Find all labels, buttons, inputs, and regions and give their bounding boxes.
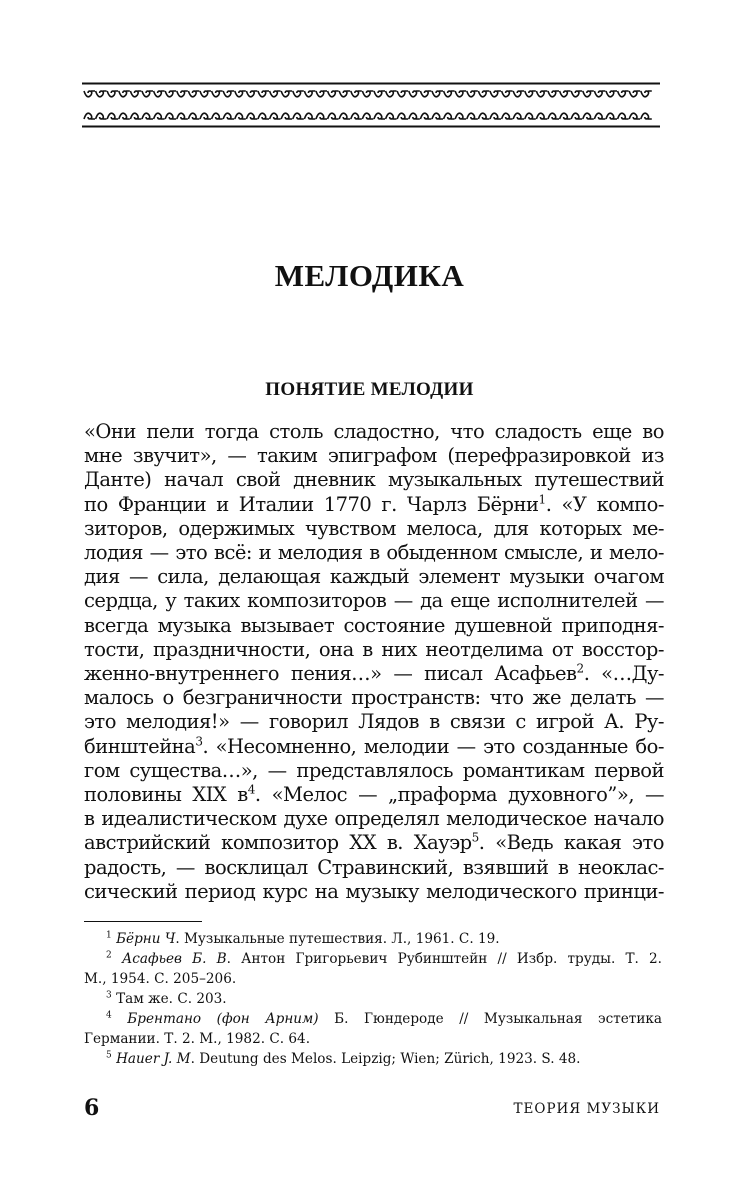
footnote-author: Асафьев Б. В (121, 951, 227, 967)
footnote-ref[interactable]: 1 (538, 492, 546, 507)
footnote-text: Б. Гюндероде // Музыкальная эстетика (318, 1011, 662, 1027)
body-line (84, 444, 664, 468)
ornament-scroll (188, 91, 199, 97)
ornament-scroll (606, 113, 617, 119)
ornament-scroll (119, 91, 130, 97)
ornament-scroll (223, 91, 234, 97)
body-line (84, 759, 664, 783)
ornament-scroll (502, 113, 513, 119)
body-text-span: дия — сила, делающая каждый элемент музыки очагом (84, 565, 664, 589)
ornament-scroll (96, 91, 107, 97)
body-text-span: бинштейна (84, 734, 196, 758)
footnote (84, 1049, 662, 1069)
body-text-span: . «Мелос — „праформа духовного”», — (254, 783, 665, 807)
ornament-scroll (513, 91, 524, 97)
ornament-scroll (316, 113, 327, 119)
ornament-scroll (84, 113, 95, 119)
ornament-scroll (177, 91, 188, 97)
body-text-span: сический период курс на музыку мелодического принци- (84, 879, 664, 903)
ornament-scroll (467, 91, 478, 97)
ornament-scroll (513, 113, 524, 119)
body-text-span: . «У компо- (545, 492, 664, 516)
body-line (84, 638, 664, 662)
ornament-scroll (293, 91, 304, 97)
body-line (84, 710, 664, 734)
ornament-scroll (328, 113, 339, 119)
footnote-number: 1 (106, 930, 112, 941)
footnote-text: Германии. Т. 2. М., 1982. С. 64. (84, 1031, 311, 1047)
body-text-span: сердца, у таких композиторов — да еще исполнителей — (84, 589, 664, 613)
ornament-scroll (444, 91, 455, 97)
footnote-line (84, 1029, 662, 1049)
body-text-span: половины XIX в (84, 783, 248, 807)
footnote-text: . Антон Григорьевич Рубинштейн // Избр. труды. Т. 2. (226, 951, 663, 967)
ornament-scroll (96, 113, 107, 119)
ornament-scroll (304, 113, 315, 119)
body-line (84, 807, 664, 831)
ornament-scroll (571, 113, 582, 119)
footnote-ref[interactable]: 3 (195, 734, 203, 749)
ornament-scroll (397, 113, 408, 119)
ornament-scroll (316, 91, 327, 97)
ornament-scroll (351, 113, 362, 119)
ornament-scroll (641, 113, 652, 119)
ornament-scroll (130, 113, 141, 119)
body-line (84, 856, 664, 880)
body-line (84, 468, 664, 492)
ornament-scroll (246, 91, 257, 97)
body-text-span: Данте) начал свой дневник музыкальных путешествий (84, 468, 664, 492)
footnote-number: 3 (106, 990, 112, 1001)
body-line (84, 614, 664, 638)
footnote-ref[interactable]: 2 (576, 661, 584, 676)
footnote (84, 929, 662, 949)
ornament-scroll (444, 113, 455, 119)
ornament-scroll (397, 91, 408, 97)
body-text-span: . «Ведь какая это (478, 831, 664, 855)
footnote-line (84, 989, 662, 1009)
ornament-scroll (432, 113, 443, 119)
ornament-scroll (641, 91, 652, 97)
footnote (84, 1009, 662, 1049)
ornament-scroll (107, 113, 118, 119)
ornament-scroll (223, 113, 234, 119)
footnote-author: Hauer J. M (116, 1051, 191, 1067)
ornament-scroll (455, 91, 466, 97)
ornament-scroll (420, 91, 431, 97)
footnote-divider (84, 921, 202, 922)
ornament-scroll (432, 91, 443, 97)
greek-wave-border-icon (82, 82, 660, 128)
body-text-span: по Франции и Италии 1770 г. Чарлз Бёрни (84, 492, 539, 516)
ornament-scroll (386, 91, 397, 97)
body-text-span: гом существа…», — представлялось романтикам первой (84, 758, 664, 782)
footnote-number: 5 (106, 1050, 112, 1061)
ornament-scroll (583, 91, 594, 97)
ornament-scroll (536, 113, 547, 119)
ornament-scroll (200, 113, 211, 119)
ornament-scroll (629, 91, 640, 97)
body-text-span: зиторов, одержимых чувством мелоса, для которых ме- (84, 516, 664, 540)
ornament-scroll (560, 91, 571, 97)
body-text-span: . «Несомненно, мелодии — это созданные бо- (202, 734, 664, 758)
ornament-scroll (478, 91, 489, 97)
ornament-scroll (130, 91, 141, 97)
body-text (84, 420, 664, 904)
ornament-scroll (525, 91, 536, 97)
ornament-scroll (188, 113, 199, 119)
ornament-scroll (374, 113, 385, 119)
ornament-scroll (618, 113, 629, 119)
footnote-line (84, 969, 662, 989)
ornament-scroll (142, 91, 153, 97)
body-text-span: это мелодия!» — говорил Лядов в связи с игрой А. Ру- (84, 710, 664, 734)
ornament-scroll (212, 113, 223, 119)
running-head: ТЕОРИЯ МУЗЫКИ (513, 1101, 660, 1117)
footnote-author: Бёрни Ч (116, 931, 176, 947)
body-line (84, 420, 664, 444)
body-line (84, 686, 664, 710)
ornament-scroll (235, 113, 246, 119)
body-line (84, 783, 664, 807)
ornament-scroll (583, 113, 594, 119)
footnote-text: М., 1954. С. 205–206. (84, 971, 237, 987)
body-text-span: в идеалистическом духе определял мелодическое начало (84, 807, 664, 831)
ornament-scroll (246, 113, 257, 119)
footnote-number: 4 (106, 1010, 112, 1021)
ornament-scroll (548, 113, 559, 119)
body-text-span: малось о безграничности пространств: что же делать — (84, 686, 664, 710)
ornament-scroll (142, 113, 153, 119)
body-line (84, 831, 664, 855)
body-line (84, 735, 664, 759)
body-text-span: лодия — это всё: и мелодия в обыденном смысле, и мело- (84, 541, 664, 565)
body-line (84, 589, 664, 613)
body-text-span: женно-внутреннего пения…» — писал Асафьев (84, 662, 577, 686)
body-line (84, 565, 664, 589)
ornament-scroll (339, 91, 350, 97)
footnote-line (84, 949, 662, 969)
ornament-scroll (594, 91, 605, 97)
body-line (84, 493, 664, 517)
ornament-scroll (594, 113, 605, 119)
body-text-span: тости, праздничности, она в них неотделима от восстор- (84, 637, 664, 661)
body-line (84, 517, 664, 541)
body-text-span: мне звучит», — таким эпиграфом (перефразировкой из (84, 444, 664, 468)
body-text-span: «Они пели тогда столь сладостно, что сладость еще во (84, 420, 664, 443)
body-text-span: австрийский композитор XX в. Хауэр (84, 831, 472, 855)
ornament-scroll (502, 91, 513, 97)
ornament-scroll (293, 113, 304, 119)
ornament-scroll (339, 113, 350, 119)
ornament-scroll (374, 91, 385, 97)
body-line (84, 662, 664, 686)
ornament-scroll (165, 113, 176, 119)
ornament-scroll (606, 91, 617, 97)
ornament-scroll (328, 91, 339, 97)
ornament-scroll (258, 113, 269, 119)
body-line (84, 880, 664, 904)
ornament-scroll (200, 91, 211, 97)
ornament-scroll (281, 91, 292, 97)
ornament-scroll (212, 91, 223, 97)
footnote (84, 989, 662, 1009)
ornament-scroll (618, 91, 629, 97)
ornament-scroll (235, 91, 246, 97)
ornament-scroll (548, 91, 559, 97)
footnote-text: . Музыкальные путешествия. Л., 1961. С. 19. (175, 931, 500, 947)
chapter-title: МЕЛОДИКА (274, 258, 465, 293)
footnote-line (84, 929, 662, 949)
body-line (84, 541, 664, 565)
footnote-ref[interactable]: 5 (471, 830, 479, 845)
ornament-scroll (455, 113, 466, 119)
ornament-scroll (490, 91, 501, 97)
footnote (84, 949, 662, 989)
ornament-scroll (281, 113, 292, 119)
footnote-text: Там же. С. 203. (116, 991, 227, 1007)
ornament-scroll (270, 113, 281, 119)
ornament-scroll (525, 113, 536, 119)
page-number: 6 (84, 1095, 100, 1121)
ornament-scroll (270, 91, 281, 97)
footnote-number: 2 (106, 950, 112, 961)
footnote-author: Брентано (фон Арним) (127, 1011, 319, 1027)
ornament-scroll (84, 91, 95, 97)
ornament-scroll (420, 113, 431, 119)
ornament-scroll (629, 113, 640, 119)
ornament-scroll (409, 91, 420, 97)
ornament-scroll (351, 91, 362, 97)
ornament-scroll (386, 113, 397, 119)
ornament-scroll (478, 113, 489, 119)
footnotes (84, 929, 662, 1069)
ornament-scroll (571, 91, 582, 97)
ornament-scroll (304, 91, 315, 97)
ornament-scroll (107, 91, 118, 97)
ornament-scroll (165, 91, 176, 97)
ornament-scroll (177, 113, 188, 119)
ornament-scroll (362, 91, 373, 97)
ornament-scroll (154, 91, 165, 97)
body-text-span: . «…Ду- (583, 662, 665, 686)
footnote-ref[interactable]: 4 (247, 782, 255, 797)
ornament-scroll (362, 113, 373, 119)
ornament-scroll (258, 91, 269, 97)
section-title: ПОНЯТИЕ МЕЛОДИИ (265, 379, 474, 400)
ornament-scroll (409, 113, 420, 119)
ornament-scroll (536, 91, 547, 97)
body-text-span: радость, — восклицал Стравинский, взявший в неоклас- (84, 855, 664, 879)
footnote-line (84, 1049, 662, 1069)
ornament-scroll (154, 113, 165, 119)
body-text-span: всегда музыка вызывает состояние душевной приподня- (84, 613, 664, 637)
ornament-scroll (490, 113, 501, 119)
ornament-scroll (119, 113, 130, 119)
ornament-scroll (467, 113, 478, 119)
footnote-line (84, 1009, 662, 1029)
ornament-scroll (560, 113, 571, 119)
footnote-text: . Deutung des Melos. Leipzig; Wien; Zürich, 1923. S. 48. (190, 1051, 581, 1067)
